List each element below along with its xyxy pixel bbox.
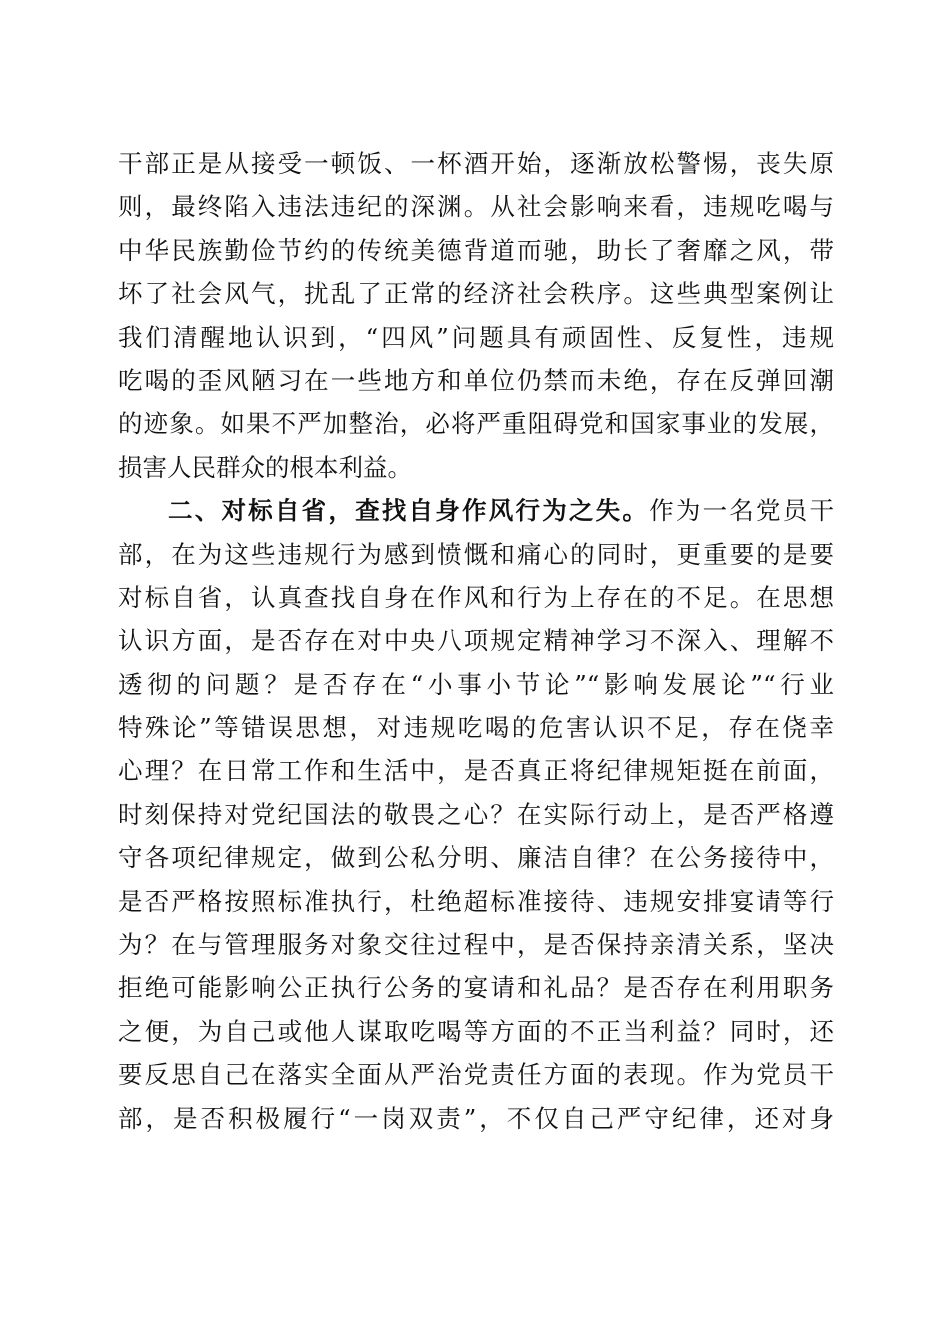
text-line: 要反思自己在落实全面从严治党责任方面的表现。作为党员干 [118,1060,834,1090]
text-line: 则，最终陷入违法违纪的深渊。从社会影响来看，违规吃喝与 [118,192,834,222]
text-line: 之便，为自己或他人谋取吃喝等方面的不正当利益？同时，还 [118,1016,834,1046]
text-line: 拒绝可能影响公正执行公务的宴请和礼品？是否存在利用职务 [118,973,834,1003]
text-line: 部，是否积极履行“一岗双责”，不仅自己严守纪律，还对身 [118,1103,834,1133]
text-line: 认识方面，是否存在对中央八项规定精神学习不深入、理解不 [118,626,834,656]
text-line: 特殊论”等错误思想，对违规吃喝的危害认识不足，存在侥幸 [118,713,834,743]
text-line: 时刻保持对党纪国法的敬畏之心？在实际行动上，是否严格遵 [118,799,834,829]
body-text [118,142,834,1140]
text-line: 心理？在日常工作和生活中，是否真正将纪律规矩挺在前面， [118,756,834,786]
text-line: 中华民族勤俭节约的传统美德背道而驰，助长了奢靡之风，带 [118,235,834,265]
paragraph-1 [118,142,834,489]
text-line: 对标自省，认真查找自身在作风和行为上存在的不足。在思想 [118,582,834,612]
heading-continuation: 作为一名党员干 [649,496,834,526]
text-line: 损害人民群众的根本利益。 [118,452,412,482]
text-line: 干部正是从接受一顿饭、一杯酒开始，逐渐放松警惕，丧失原 [118,149,834,178]
text-line: 守各项纪律规定，做到公私分明、廉洁自律？在公务接待中， [118,843,834,873]
text-line: 是否严格按照标准执行，杜绝超标准接待、违规安排宴请等行 [118,886,834,916]
text-line: 透彻的问题？是否存在“小事小节论”“影响发展论”“行业 [118,669,834,699]
text-line: 坏了社会风气，扰乱了正常的经济社会秩序。这些典型案例让 [118,279,834,309]
paragraph-first-line [118,489,834,532]
text-line: 我们清醒地认识到，“四风”问题具有顽固性、反复性，违规 [118,322,834,352]
text-line: 为？在与管理服务对象交往过程中，是否保持亲清关系，坚决 [118,930,834,960]
paragraph-2 [118,489,834,1140]
section-heading: 二、对标自省，查找自身作风行为之失。 [168,496,650,526]
text-line: 的迹象。如果不严加整治，必将严重阻碍党和国家事业的发展， [118,409,834,439]
text-line: 吃喝的歪风陋习在一些地方和单位仍禁而未绝，存在反弹回潮 [118,365,834,395]
text-line: 部，在为这些违规行为感到愤慨和痛心的同时，更重要的是要 [118,539,834,569]
